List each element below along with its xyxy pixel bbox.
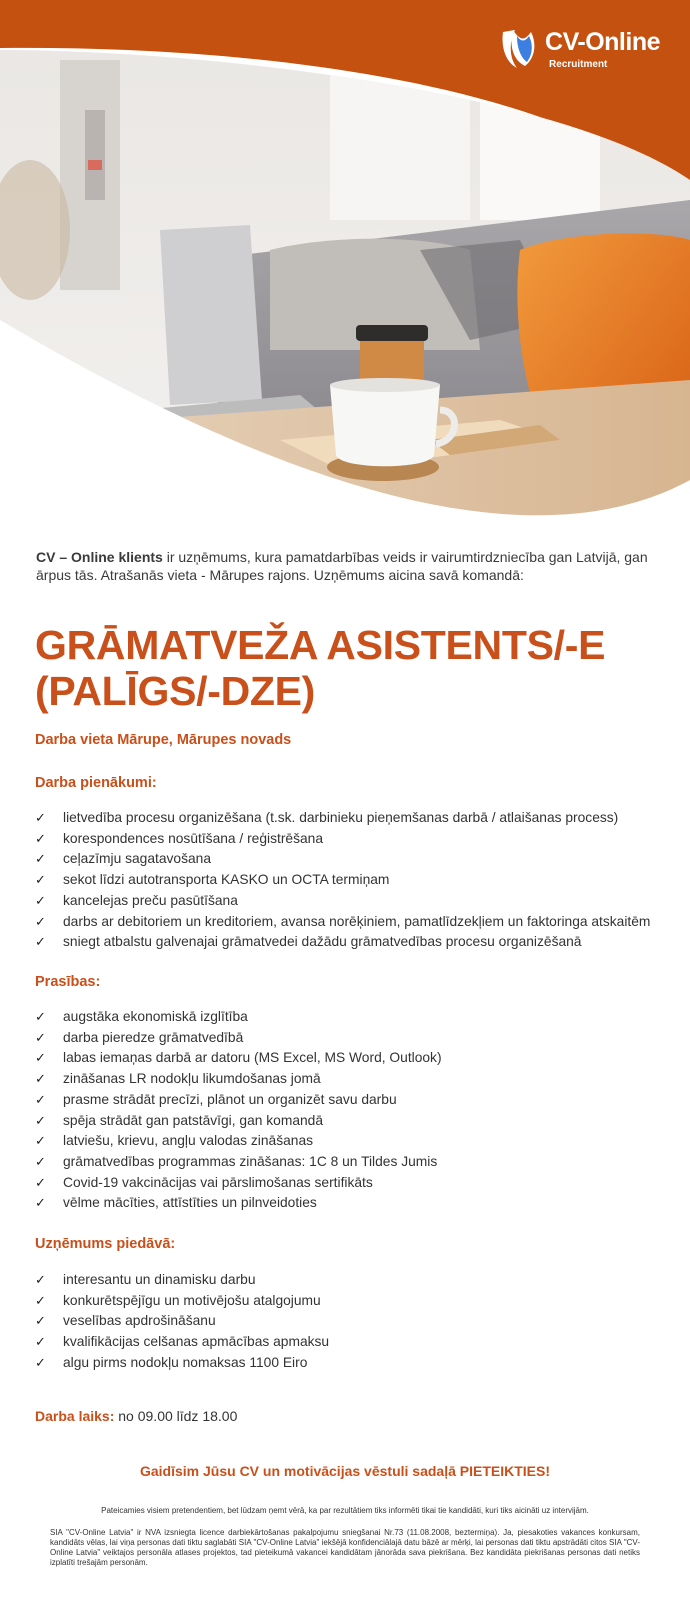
list-item: ✓ darbs ar debitoriem un kreditoriem, avansa norēķiniem, pamatlīdzekļiem un faktoringa atskaitēm	[35, 912, 650, 933]
list-item: ✓ spēja strādāt gan patstāvīgi, gan komandā	[35, 1111, 442, 1132]
job-title	[35, 622, 605, 714]
list-item: ✓ kvalifikācijas celšanas apmācības apmaksu	[35, 1332, 329, 1353]
check-icon: ✓	[35, 1354, 46, 1370]
job-title-line1: GRĀMATVEŽA ASISTENTS/-E	[35, 622, 606, 668]
intro-block	[36, 548, 676, 584]
list-item: ✓ grāmatvedības programmas zināšanas: 1C 8 un Tildes Jumis	[35, 1152, 442, 1173]
intro-text: ir uzņēmums, kura pamatdarbības veids ir vairumtirdzniecība gan Latvijā, gan ārpus tās. Atrašanās vieta - Mārupes rajons. Uzņēmums aicina savā komandā:	[36, 549, 648, 583]
check-icon: ✓	[35, 1009, 46, 1024]
check-icon: ✓	[35, 851, 46, 867]
check-icon: ✓	[35, 830, 46, 846]
check-icon: ✓	[35, 1313, 46, 1329]
check-icon: ✓	[35, 1029, 46, 1045]
list-item: ✓ interesantu un dinamisku darbu	[35, 1270, 329, 1291]
duties-list	[35, 808, 650, 953]
legal-notice: SIA "CV-Online Latvia" ir NVA izsniegta licence darbiekārtošanas pakalpojumu sniegšanai Nr.73 (11.08.2008, beztermiņa). Ja, piesakoties vakances konkursam, kandidāts vēlas, lai viņa personas dati tiktu saglabāti SIA "CV-Online Latvia" iekšējā konfidenciālajā datu bāzē ar mērķi, lai personas dati tiktu apstrādāti citos SIA "CV-Online Latvia" veiktajos personāla atlases projektos, tad pieteikumā vakancei kandidātam jānorāda sava piekrišana. Bez kandidāta piekrišanas personas dati netiks izplatīti trešajām personām.	[50, 1528, 640, 1567]
check-icon: ✓	[35, 934, 46, 950]
check-icon: ✓	[35, 1071, 46, 1087]
check-icon: ✓	[35, 1195, 46, 1211]
list-item: ✓ zināšanas LR nodokļu likumdošanas jomā	[35, 1069, 442, 1090]
list-item: ✓ veselības apdrošināšanu	[35, 1311, 329, 1332]
client-name: CV – Online klients	[36, 549, 163, 565]
list-item: ✓ sekot līdzi autotransporta KASKO un OCTA termiņam	[35, 870, 650, 891]
duties-heading: Darba pienākumi:	[35, 775, 157, 791]
requirements-list	[35, 1007, 442, 1214]
check-icon: ✓	[35, 810, 46, 825]
brand-logo[interactable]	[499, 26, 660, 72]
brand-subtitle: Recruitment	[549, 59, 608, 70]
brand-name: CV-Online	[545, 28, 660, 56]
list-item: ✓ augstāka ekonomiskā izglītība	[35, 1007, 442, 1028]
list-item: ✓ algu pirms nodokļu nomaksas 1100 Eiro	[35, 1353, 329, 1374]
check-icon: ✓	[35, 1272, 46, 1287]
check-icon: ✓	[35, 1292, 46, 1308]
list-item: ✓ kancelejas preču pasūtīšana	[35, 891, 650, 912]
work-hours	[35, 1408, 237, 1424]
list-item: ✓ labas iemaņas darbā ar datoru (MS Excel, MS Word, Outlook)	[35, 1048, 442, 1069]
intro-paragraph	[36, 548, 676, 584]
hero-photo	[0, 0, 690, 530]
list-item: ✓ vēlme mācīties, attīstīties un pilnveidoties	[35, 1193, 442, 1214]
check-icon: ✓	[35, 1133, 46, 1149]
check-icon: ✓	[35, 1091, 46, 1107]
job-location: Darba vieta Mārupe, Mārupes novads	[35, 732, 292, 748]
offer-heading: Uzņēmums piedāvā:	[35, 1236, 176, 1252]
work-hours-value: no 09.00 līdz 18.00	[114, 1408, 238, 1424]
check-icon: ✓	[35, 872, 46, 888]
thanks-note: Pateicamies visiem pretendentiem, bet lūdzam ņemt vērā, ka par rezultātiem tiks informēti tikai tie kandidāti, kuri tiks aicināti uz intervijām.	[101, 1506, 589, 1515]
check-icon: ✓	[35, 1112, 46, 1128]
cv-online-logo-icon	[499, 26, 539, 72]
list-item: ✓ sniegt atbalstu galvenajai grāmatvedei dažādu grāmatvedības procesu organizēšanā	[35, 932, 650, 953]
check-icon: ✓	[35, 1050, 46, 1066]
list-item: ✓ darba pieredze grāmatvedībā	[35, 1028, 442, 1049]
list-item: ✓ korespondences nosūtīšana / reģistrēšana	[35, 829, 650, 850]
check-icon: ✓	[35, 1334, 46, 1350]
job-title-line2: (PALĪGS/-DZE)	[35, 668, 316, 714]
check-icon: ✓	[35, 1153, 46, 1169]
work-hours-label: Darba laiks:	[35, 1408, 115, 1424]
list-item: ✓ Covid-19 vakcinācijas vai pārslimošanas sertifikāts	[35, 1173, 442, 1194]
list-item: ✓ lietvedība procesu organizēšana (t.sk. darbinieku pieņemšanas darbā / atlaišanas process)	[35, 808, 650, 829]
check-icon: ✓	[35, 1174, 46, 1190]
apply-call-to-action: Gaidīsim Jūsu CV un motivācijas vēstuli sadaļā PIETEIKTIES!	[139, 1463, 551, 1479]
hero-banner	[0, 0, 690, 530]
list-item: ✓ konkurētspējīgu un motivējošu atalgojumu	[35, 1291, 329, 1312]
offer-list	[35, 1270, 329, 1374]
list-item: ✓ latviešu, krievu, angļu valodas zināšanas	[35, 1131, 442, 1152]
check-icon: ✓	[35, 892, 46, 908]
check-icon: ✓	[35, 913, 46, 929]
list-item: ✓ prasme strādāt precīzi, plānot un organizēt savu darbu	[35, 1090, 442, 1111]
list-item: ✓ ceļazīmju sagatavošana	[35, 849, 650, 870]
requirements-heading: Prasības:	[35, 974, 101, 990]
